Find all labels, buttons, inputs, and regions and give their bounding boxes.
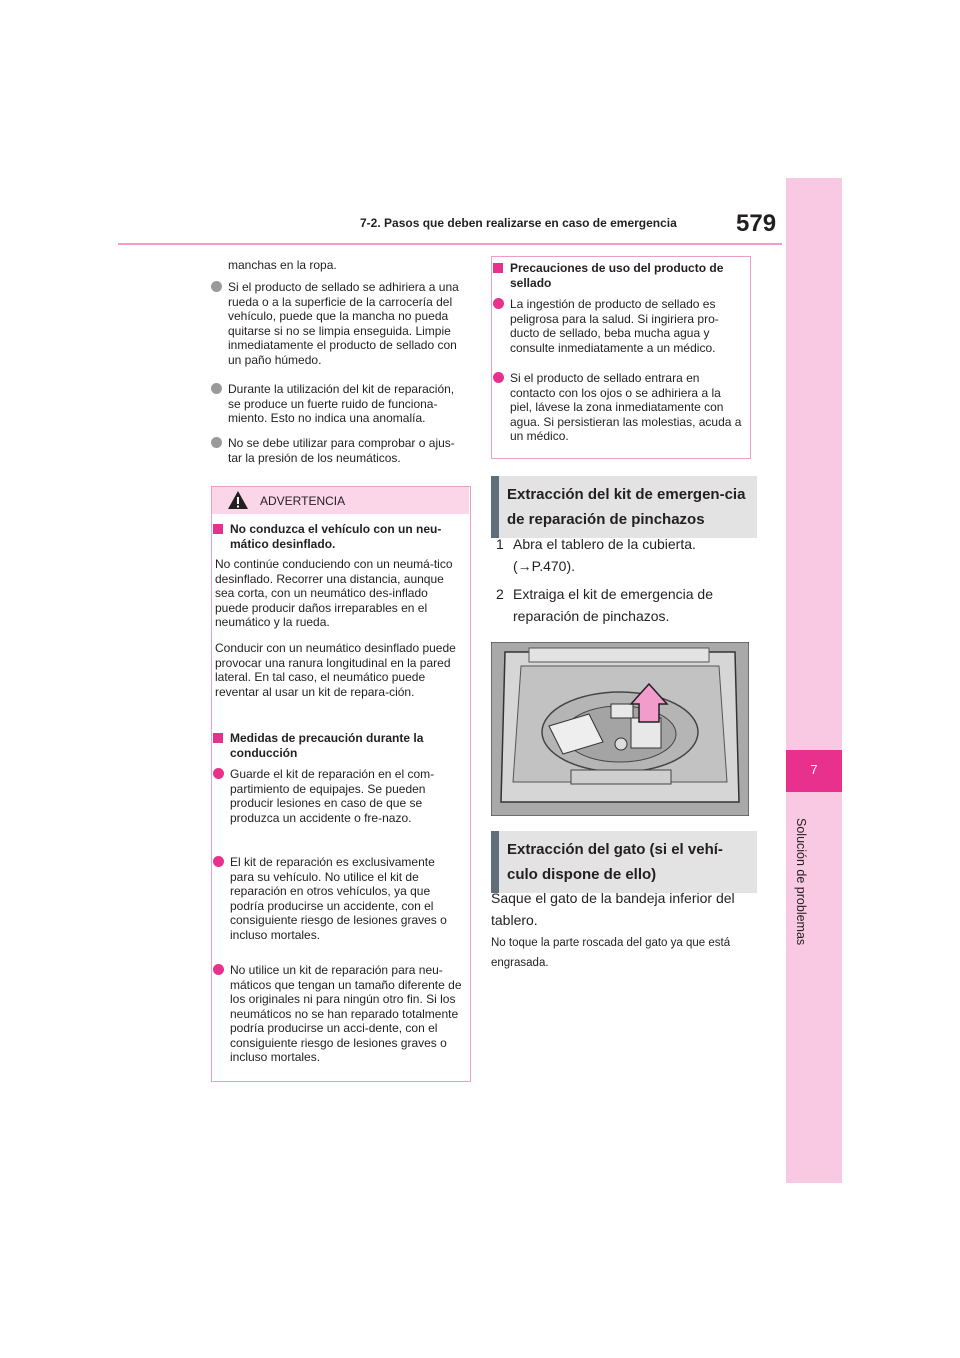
list-item: [228, 280, 468, 367]
warning-paragraph-2: Conducir con un neumático desinflado puede provocar una ranura longitudinal en la pared lateral. En tal caso, el neumático puede reventar al usar un kit de repara-ción.: [215, 641, 456, 699]
intro-text: manchas en la ropa.: [228, 258, 337, 272]
list-item: La ingestión de producto de sellado es peligrosa para la salud. Si ingiriera pro-ducto de sellado, beba mucha agua y consulte inmediatamente a un médico.: [510, 297, 744, 355]
bullet-icon: [211, 281, 222, 292]
square-bullet-icon: [213, 524, 223, 534]
step-number: 2: [496, 586, 504, 602]
warning-paragraph-1: No continúe conduciendo con un neumá-tico desinflado. Recorrer una distancia, aunque sea corta, con un neumático des-inflado puede producir daños irreparables en el neumático y la rueda.: [215, 557, 453, 629]
section-title-jack: Extracción del gato (si el vehí-culo dispone de ello): [491, 831, 757, 893]
trunk-illustration: [491, 642, 749, 816]
step-2: [496, 583, 745, 627]
bullet-text: Durante la utilización del kit de reparación, se produce un fuerte ruido de funciona-miento. Esto no indica una anomalía.: [228, 382, 455, 425]
bullet-icon: [493, 372, 504, 383]
square-bullet-icon: [213, 733, 223, 743]
jack-note: No toque la parte roscada del gato ya que está engrasada.: [491, 937, 731, 969]
list-item: [228, 436, 468, 465]
page-number: 579: [736, 210, 777, 237]
jack-instruction: Saque el gato de la bandeja inferior del tablero.: [491, 890, 735, 928]
chapter-number: 7: [810, 762, 818, 777]
header-section-title: 7-2. Pasos que deben realizarse en caso de emergencia: [360, 216, 677, 230]
list-item: El kit de reparación es exclusivamente para su vehículo. No utilice el kit de reparación en otros vehículos, ya que podría producirse un accidente, con el consiguiente riesgo de lesiones graves o incluso mortales.: [230, 855, 462, 942]
chapter-side-tab: [786, 178, 842, 1183]
warning-icon: [227, 490, 249, 510]
bullet-icon: [493, 298, 504, 309]
list-item: Guarde el kit de reparación en el com-partimiento de equipajes. Se pueden producir lesiones en caso de que se produzca un accidente o fre-nazo.: [230, 767, 462, 825]
bullet-text: No se debe utilizar para comprobar o ajus-tar la presión de los neumáticos.: [228, 436, 455, 465]
step-text: Extraiga el kit de emergencia de reparación de pinchazos.: [513, 586, 713, 624]
caution-heading: Precauciones de uso del producto de sellado: [510, 261, 744, 290]
warning-title: ADVERTENCIA: [260, 494, 346, 508]
list-item: Si el producto de sellado entrara en contacto con los ojos o se adhiriera a la piel, lávese la zona inmediatamente con agua. Si persistieran las molestias, acuda a un médico.: [510, 371, 744, 444]
chapter-label: Solución de problemas: [794, 818, 808, 946]
bullet-icon: [211, 437, 222, 448]
square-bullet-icon: [493, 263, 503, 273]
bullet-text: Si el producto de sellado se adhiriera a una rueda o a la superficie de la carrocería del vehículo, puede que la mancha no pueda quitarse si no se limpia enseguida. Limpie inmediatamente el producto de sellado con un paño húmedo.: [228, 280, 459, 367]
list-item: No utilice un kit de reparación para neu-máticos que tengan un tamaño diferente de los originales ni para ningún otro fin. Si los neumáticos no se han reparado totalmente podría producirse un acci-dente, con el consiguiente riesgo de lesiones graves o incluso mortales.: [230, 963, 462, 1065]
header-rule: [118, 243, 782, 245]
step-1: [496, 533, 745, 577]
bullet-icon: [213, 768, 224, 779]
warning-heading-2: Medidas de precaución durante la conducción: [230, 731, 462, 760]
warning-heading-1: No conduzca el vehículo con un neu-mático desinflado.: [230, 522, 462, 551]
bullet-icon: [213, 964, 224, 975]
step-number: 1: [496, 536, 504, 552]
section-title-repair-kit: Extracción del kit de emergen-cia de reparación de pinchazos: [491, 476, 757, 538]
bullet-icon: [213, 856, 224, 867]
step-text: Abra el tablero de la cubierta. (→P.470).: [513, 536, 696, 574]
list-item: [228, 382, 468, 426]
bullet-icon: [211, 383, 222, 394]
